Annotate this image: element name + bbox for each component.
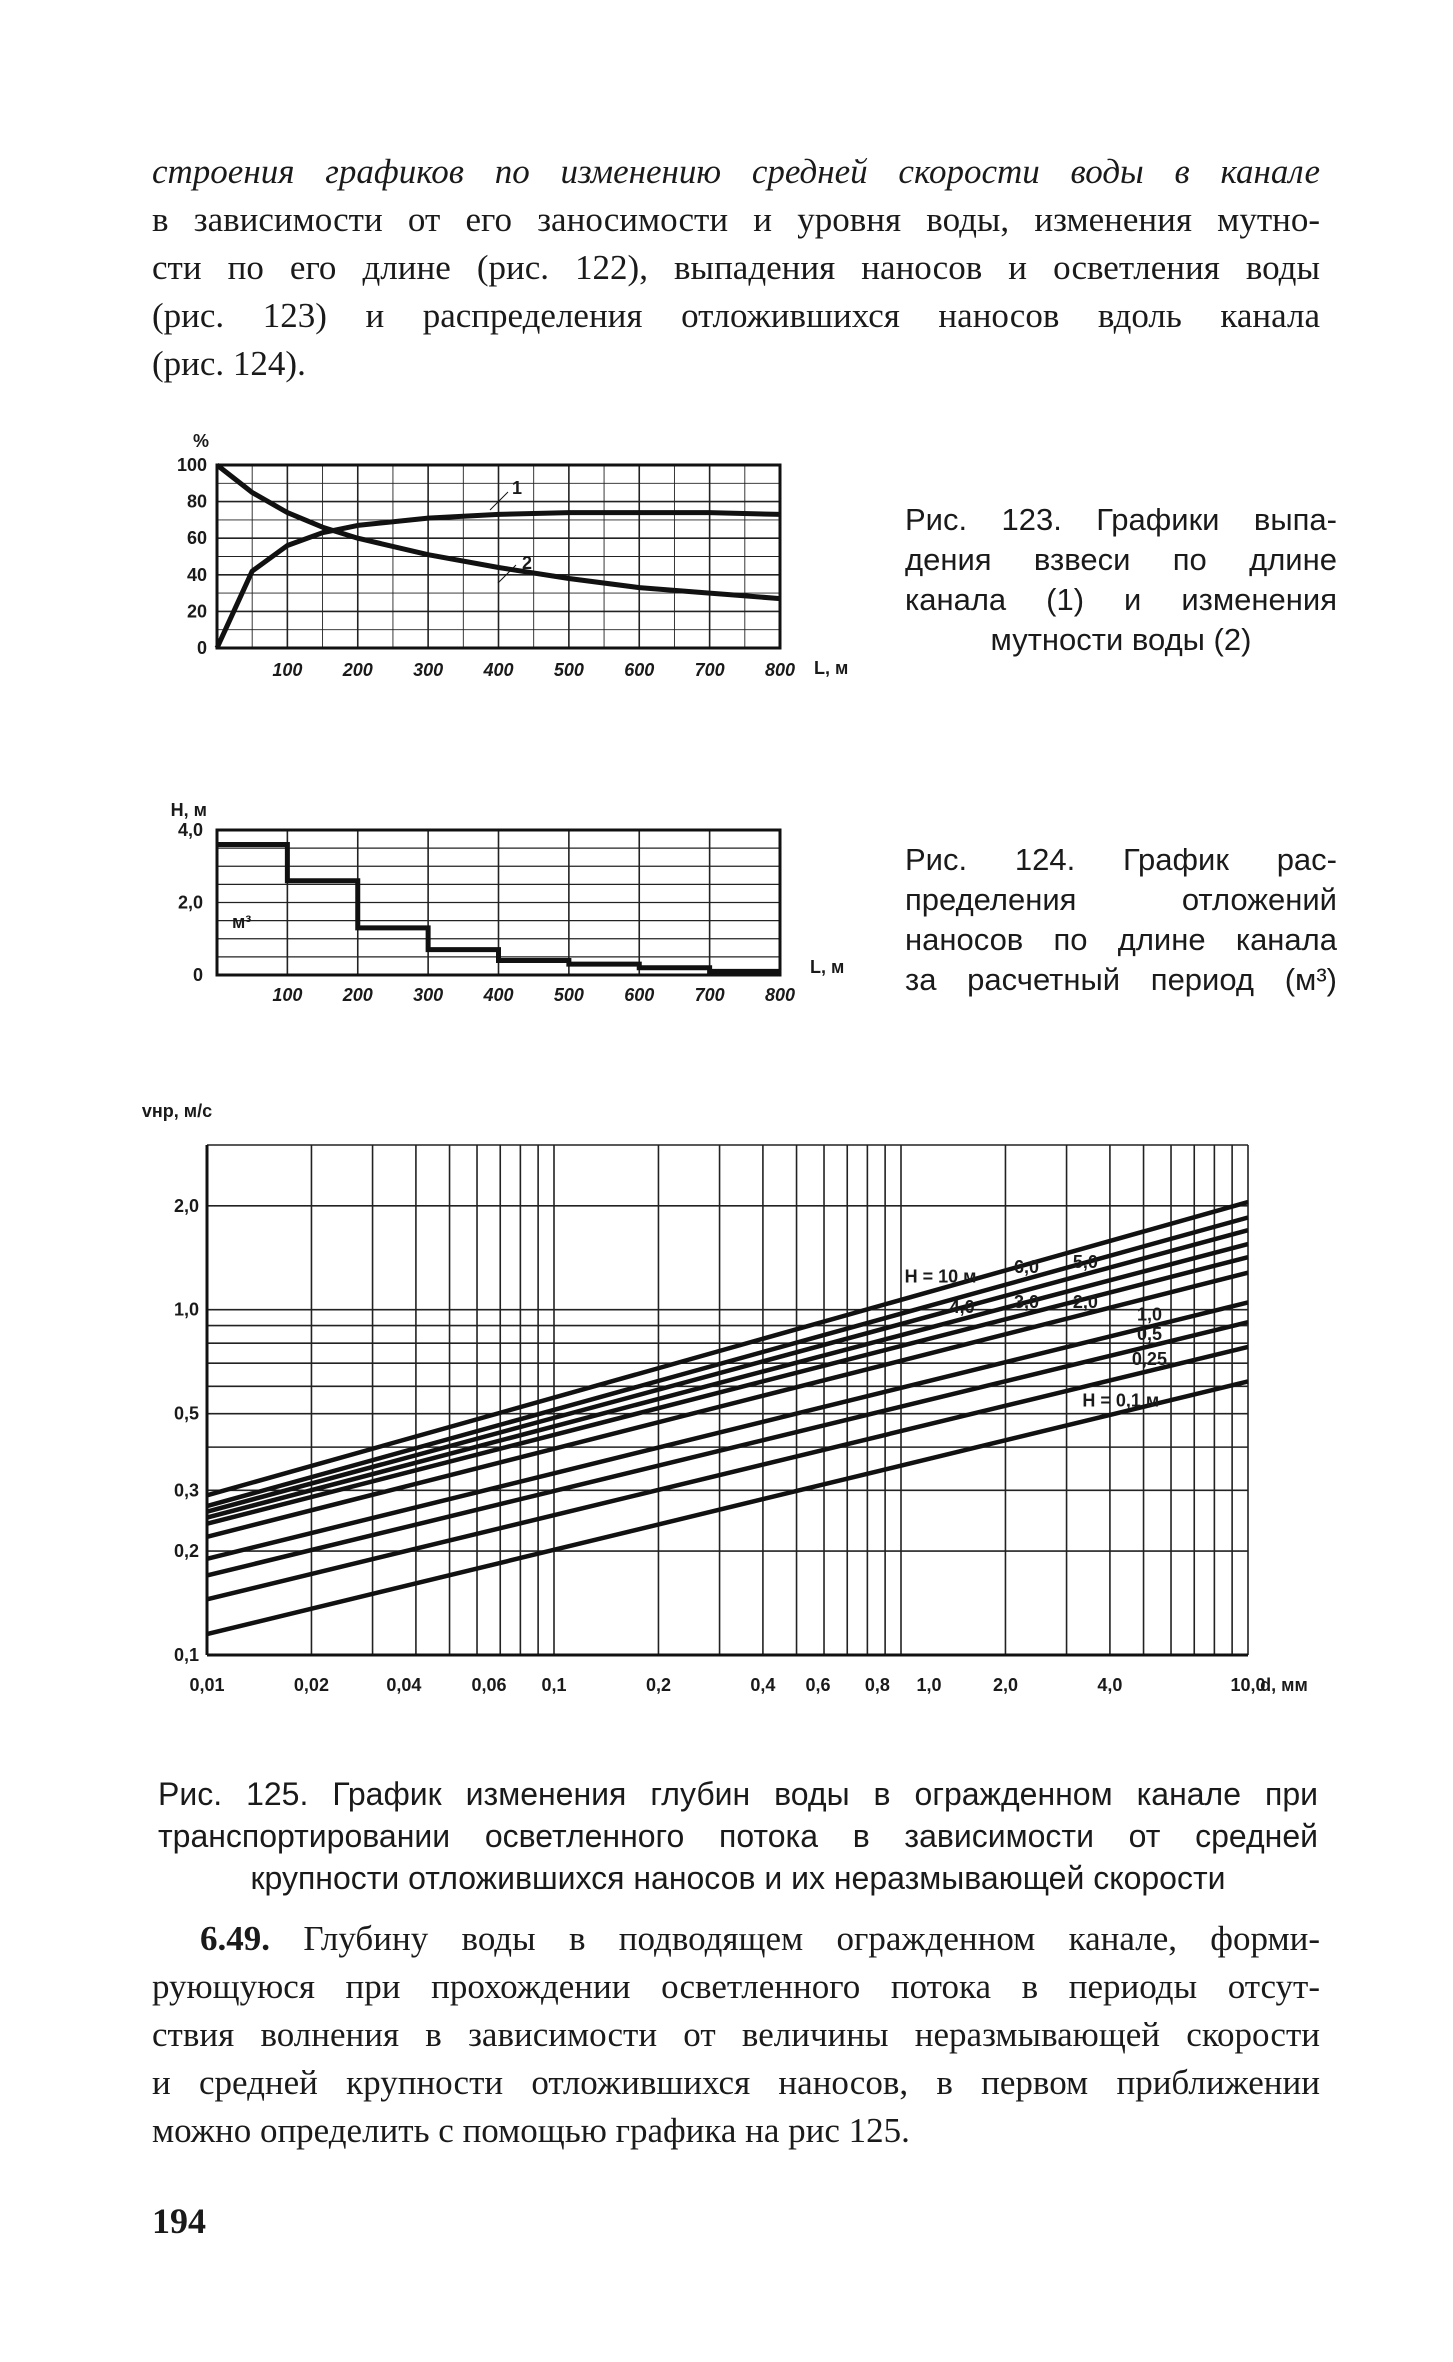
inner-unit-label: м³ [231,911,252,932]
y-tick-label: 2,0 [177,892,203,913]
x-tick-label: 0,4 [750,1675,776,1695]
y-tick-label: 100 [176,455,207,475]
fig124-caption-line: за расчетный период (м³) [905,962,1337,997]
y-tick-label: 0,3 [173,1480,199,1501]
x-tick-label: 4,0 [1097,1675,1123,1695]
x-tick-label: 100 [272,985,303,1005]
series-label-1: 1 [511,478,523,498]
series-label: 6,0 [1014,1256,1040,1277]
series-line [207,1381,1248,1634]
x-tick-label: 400 [483,985,514,1005]
paragraph-top-line: (рис. 123) и распределения отложившихся наносов вдоль канала [152,296,1320,335]
fig123-caption-line: мутности воды (2) [990,622,1252,657]
x-tick-label: 0,6 [805,1675,831,1695]
x-tick-label: 500 [553,985,584,1005]
x-tick-label: 800 [764,660,796,680]
fig125-caption-line: транспортировании осветленного потока в зависимости от средней [158,1818,1318,1854]
series-label: 5,0 [1072,1252,1098,1273]
series-label: 0,5 [1136,1324,1162,1345]
series-label: 1,0 [1136,1304,1162,1325]
y-tick-label: 0 [192,965,203,985]
series-label: 4,0 [949,1297,975,1318]
y-tick-label: 2,0 [173,1195,199,1216]
x-axis-unit: L, м [810,957,845,977]
x-tick-label: 200 [342,660,373,680]
x-tick-label: 0,01 [189,1675,225,1695]
x-tick-label: 100 [272,660,303,680]
y-tick-label: 80 [186,491,207,512]
fig124-caption-line: наносов по длине канала [905,922,1337,957]
fig124-caption-line: пределения отложений [905,882,1337,917]
series-label: 2,0 [1072,1291,1098,1312]
paragraph-bottom-first: Глубину воды в подводящем огражденном канале, форми- [303,1919,1320,1958]
page-number: 194 [152,2201,206,2241]
y-tick-label: 0 [196,638,207,658]
series-label: 3,0 [1014,1291,1040,1312]
series-line [207,1230,1248,1512]
series-label-2: 2 [521,553,533,573]
x-tick-label: 800 [764,985,796,1005]
x-tick-label: 200 [342,985,373,1005]
x-tick-label: 0,2 [645,1675,671,1695]
fig124-chart [171,800,845,1005]
x-tick-label: 600 [624,660,655,680]
x-tick-label: 700 [694,985,725,1005]
y-tick-label: 60 [186,528,207,549]
fig125-chart [142,1101,1308,1695]
x-tick-label: 2,0 [992,1675,1018,1695]
y-axis-unit: vнр, м/с [141,1101,213,1121]
x-tick-label: 700 [694,660,725,680]
x-tick-label: 400 [483,660,514,680]
x-axis-unit: L, м [814,658,849,678]
series-label: H = 10 м [904,1266,977,1287]
paragraph-top-line: сти по его длине (рис. 122), выпадения наносов и осветления воды [152,248,1320,287]
x-tick-label: 500 [553,660,584,680]
series-line [207,1302,1248,1558]
paragraph-top-line: (рис. 124). [152,344,306,383]
y-tick-label: 20 [186,601,207,622]
series-label: 0,25 [1131,1348,1167,1369]
x-tick-label: 0,02 [293,1675,329,1695]
x-axis-unit: d, мм [1260,1675,1308,1695]
x-tick-label: 0,06 [471,1675,507,1695]
y-axis-unit: % [192,431,209,451]
y-tick-label: 0,5 [173,1403,199,1424]
paragraph-top-line: в зависимости от его заносимости и уровня воды, изменения мутно- [152,200,1320,239]
series-line [207,1202,1248,1495]
x-tick-label: 0,04 [386,1675,422,1695]
paragraph-top-line: строения графиков по изменению средней скорости воды в канале [152,152,1320,191]
x-tick-label: 0,1 [541,1675,567,1695]
paragraph-bottom-line: ствия волнения в зависимости от величины неразмывающей скорости [152,2015,1320,2054]
fig123-caption-line: канала (1) и изменения [905,582,1337,617]
fig123-chart [177,431,848,680]
paragraph-bottom-line: и средней крупности отложившихся наносов, в первом приближении [152,2063,1320,2102]
y-tick-label: 0,1 [173,1645,199,1665]
fig124-caption-line: Рис. 124. График рас- [905,842,1337,877]
fig125-caption-line: крупности отложившихся наносов и их неразмывающей скорости [250,1860,1226,1896]
x-tick-label: 0,8 [864,1675,890,1695]
series-label: H = 0,1 м [1082,1390,1160,1411]
x-tick-label: 10,0 [1230,1675,1266,1695]
paragraph-bottom-line: можно определить с помощью графика на рис 125. [152,2111,910,2150]
fig123-caption-line: Рис. 123. Графики выпа- [905,502,1337,537]
section-number: 6.49. [200,1919,270,1958]
x-tick-label: 300 [413,985,444,1005]
paragraph-bottom-line: рующуюся при прохождении осветленного потока в периоды отсут- [152,1967,1320,2006]
series-line [207,1244,1248,1518]
y-tick-label: 0,2 [173,1541,199,1562]
x-tick-label: 600 [624,985,655,1005]
series-line [207,1347,1248,1599]
y-tick-label: 40 [186,564,207,585]
fig125-caption-line: Рис. 125. График изменения глубин воды в огражденном канале при [158,1776,1318,1812]
x-tick-label: 1,0 [916,1675,942,1695]
y-tick-label: 4,0 [177,820,203,840]
fig123-caption-line: дения взвеси по длине [905,542,1337,577]
x-tick-label: 300 [413,660,444,680]
y-tick-label: 1,0 [173,1299,199,1320]
y-axis-unit: H, м [170,800,207,820]
